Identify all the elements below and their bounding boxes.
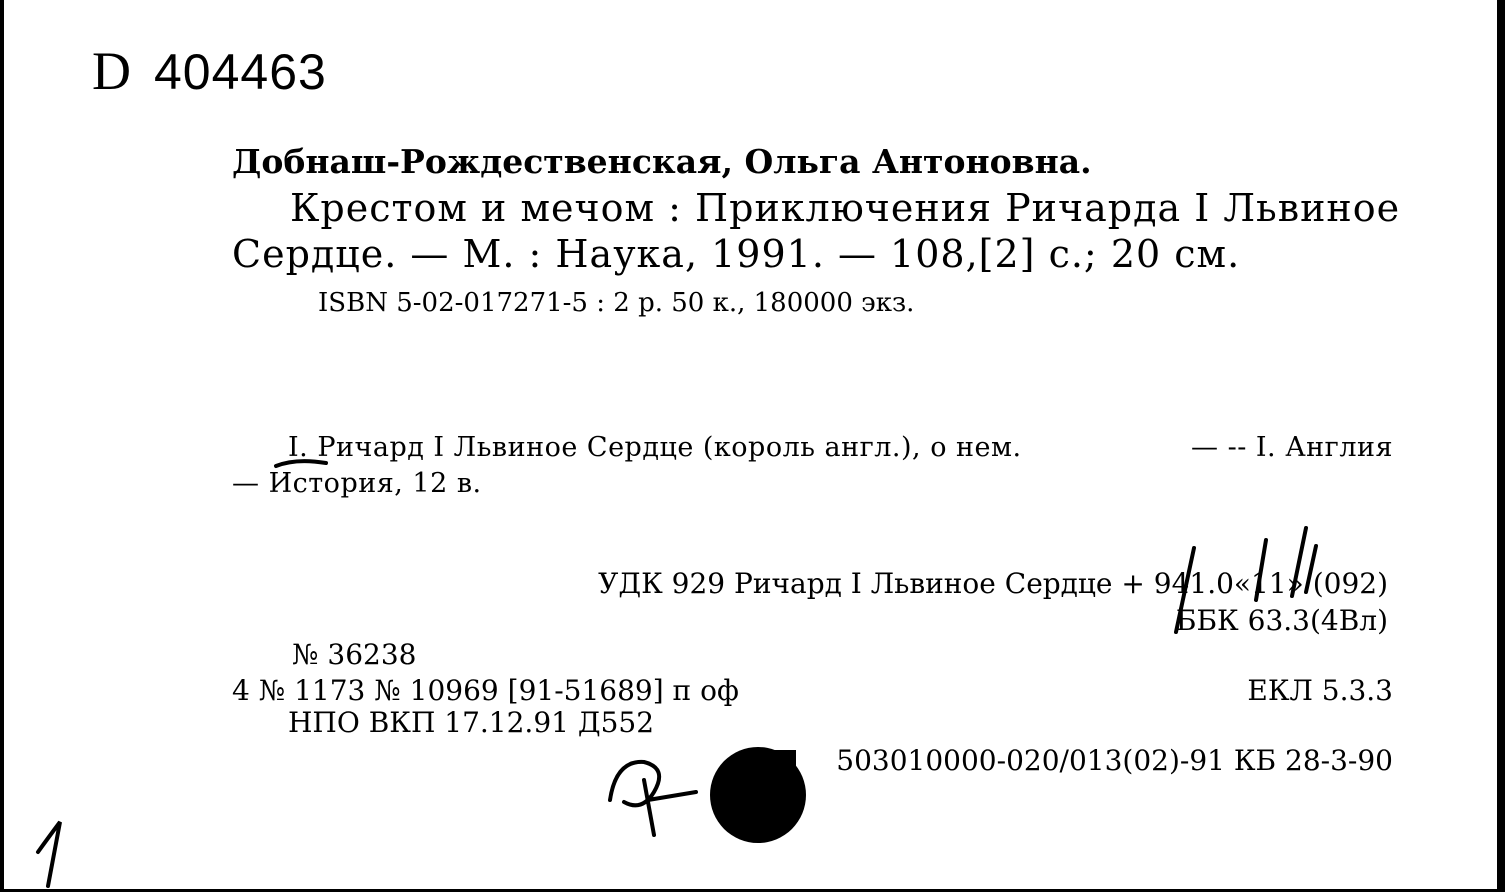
code-line: 503010000-020/013(02)-91 КБ 28-3-90 (836, 744, 1393, 777)
punch-hole (710, 747, 806, 843)
isbn-line: ISBN 5-02-017271-5 : 2 р. 50 к., 180000 экз. (318, 288, 915, 318)
handwritten-one (38, 822, 60, 886)
subject-line-1: I. Ричард I Львиное Сердце (король англ.), о нем. (288, 432, 1022, 463)
handwritten-scribble (610, 762, 696, 835)
subject-line-2: — История, 12 в. (232, 468, 482, 499)
number-line: № 36238 (292, 638, 417, 671)
card-number-value: 404463 (154, 44, 327, 100)
title-line-2: Сердце. — М. : Наука, 1991. — 108,[2] с.; 20 см. (232, 232, 1241, 276)
title-line-1: Крестом и мечом : Приключения Ричарда I Львиное (290, 186, 1401, 230)
ink-blot (764, 750, 796, 776)
card-letter: D (92, 41, 132, 101)
card-number (92, 40, 327, 102)
order-line: 4 № 1173 № 10969 [91-51689] п оф (232, 674, 739, 707)
udk-line: УДК 929 Ричард I Львиное Сердце + 941.0«11» (092) (598, 567, 1388, 600)
npo-line: НПО ВКП 17.12.91 Д552 (288, 706, 655, 739)
bbk-line: ББК 63.3(4Вл) (1175, 604, 1388, 637)
ekl-line: ЕКЛ 5.3.3 (1247, 674, 1393, 707)
author-heading: Добнаш-Рождественская, Ольга Антоновна. (232, 142, 1092, 181)
subject-line-1-end: — -- I. Англия (1190, 432, 1393, 463)
